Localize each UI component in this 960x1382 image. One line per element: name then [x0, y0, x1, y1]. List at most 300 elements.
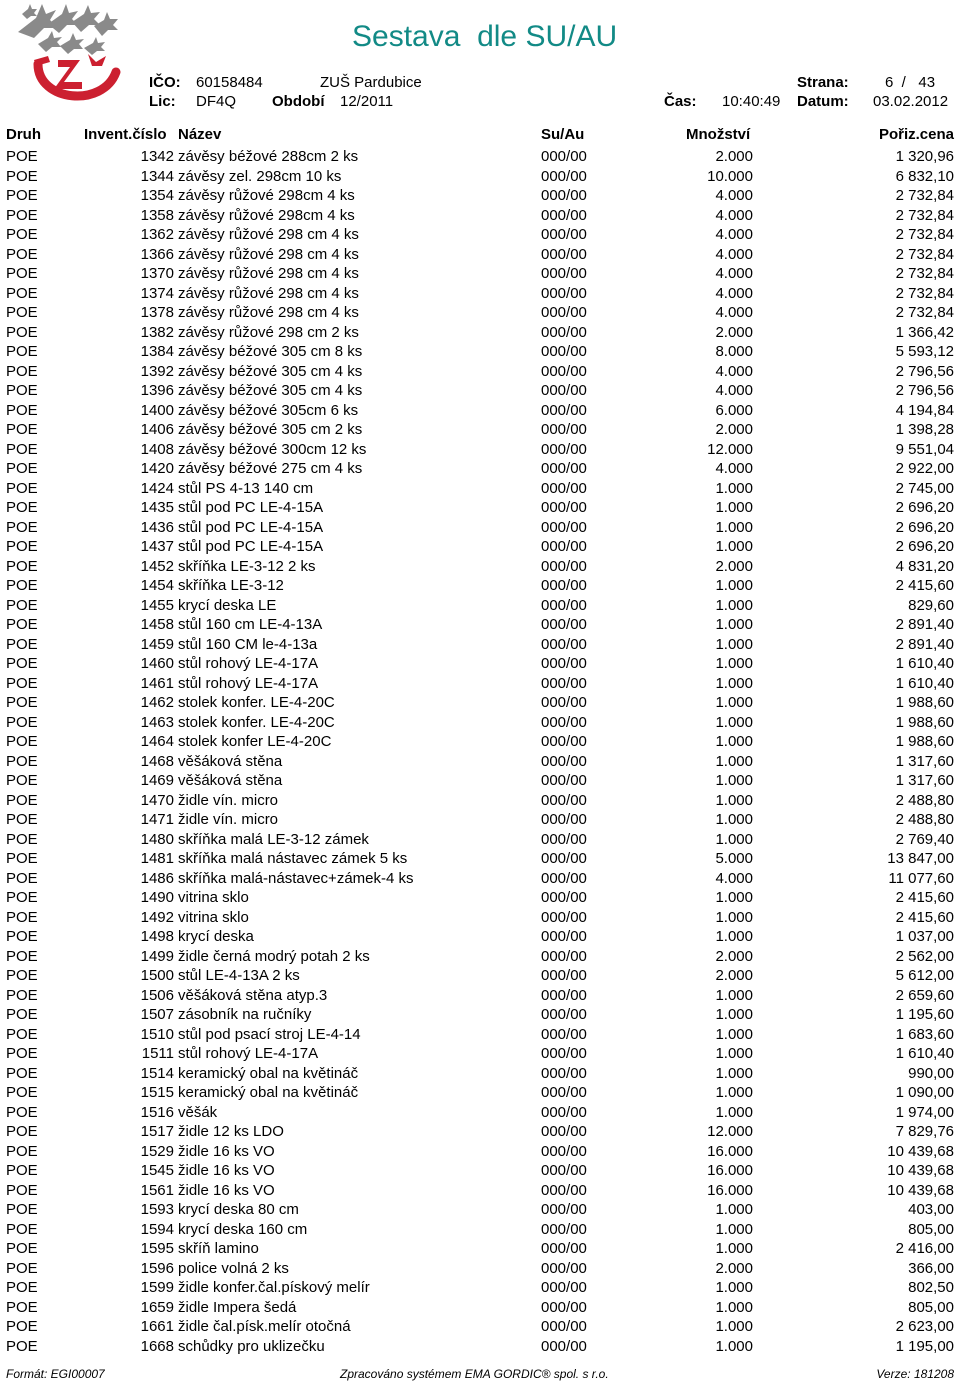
cell-nazev: závěsy růžové 298 cm 4 ks: [178, 304, 359, 321]
cell-poriz-cena: 2 732,84: [895, 187, 954, 204]
cell-mnozstvi: 4.000: [715, 362, 753, 380]
cell-mnozstvi: 1.000: [715, 674, 753, 692]
cell-poriz-cena: 2 732,84: [895, 206, 954, 224]
cell-nazev: závěsy růžové 298cm 4 ks: [178, 187, 355, 204]
col-su-au: Su/Au: [541, 126, 585, 143]
table-row: [0, 1064, 960, 1084]
lic-label: Lic:: [149, 93, 176, 110]
table-row: [0, 1103, 960, 1123]
cell-invent-cislo: 1514: [140, 1064, 174, 1082]
cell-mnozstvi: 1.000: [715, 635, 753, 653]
cell-invent-cislo: 1668: [140, 1337, 174, 1355]
cell-poriz-cena: 1 090,00: [895, 1084, 954, 1101]
cell-druh: POE: [6, 479, 38, 497]
cell-poriz-cena: 1 317,60: [895, 772, 954, 789]
cell-nazev: závěsy růžové 298 cm 4 ks: [178, 226, 359, 243]
cell-poriz-cena: 2 769,40: [895, 830, 954, 848]
cell-nazev: krycí deska 160 cm: [178, 1220, 308, 1238]
cell-druh: POE: [6, 713, 38, 731]
cell-druh: POE: [6, 928, 38, 945]
cell-invent-cislo: 1545: [140, 1162, 174, 1179]
cell-mnozstvi: 1.000: [715, 889, 753, 906]
cell-su-au: 000/00: [541, 772, 587, 789]
cell-druh: POE: [6, 635, 38, 653]
table-header: [0, 126, 960, 146]
cell-mnozstvi: 1.000: [715, 908, 753, 926]
cell-druh: POE: [6, 577, 38, 594]
cell-nazev: závěsy béžové 305 cm 4 ks: [178, 362, 363, 380]
cell-invent-cislo: 1486: [140, 869, 174, 887]
table-row: [0, 927, 960, 947]
cell-druh: POE: [6, 1337, 38, 1355]
cell-invent-cislo: 1408: [140, 440, 174, 458]
cell-poriz-cena: 1 988,60: [895, 694, 954, 711]
cell-druh: POE: [6, 1064, 38, 1082]
cell-mnozstvi: 4.000: [715, 265, 753, 282]
cell-invent-cislo: 1454: [140, 577, 174, 594]
cell-poriz-cena: 5 593,12: [895, 343, 954, 360]
cell-mnozstvi: 1.000: [715, 791, 753, 809]
table-row: [0, 1239, 960, 1259]
cell-poriz-cena: 1 988,60: [895, 733, 954, 750]
strana-value: 6 / 43: [885, 74, 936, 91]
col-invent-cislo: Invent.číslo: [84, 126, 167, 143]
cell-su-au: 000/00: [541, 499, 587, 516]
cell-poriz-cena: 2 659,60: [895, 986, 954, 1004]
cell-poriz-cena: 10 439,68: [887, 1162, 954, 1179]
cell-invent-cislo: 1461: [140, 674, 174, 692]
cell-poriz-cena: 1 195,00: [895, 1337, 954, 1355]
cell-su-au: 000/00: [541, 1084, 587, 1101]
cell-nazev: skříňka malá LE-3-12 zámek: [178, 830, 369, 848]
cell-druh: POE: [6, 343, 38, 360]
table-row: [0, 167, 960, 187]
cell-nazev: závěsy zel. 298cm 10 ks: [178, 167, 342, 185]
table-row: [0, 1278, 960, 1298]
cell-su-au: 000/00: [541, 1279, 587, 1296]
cell-invent-cislo: 1595: [140, 1240, 174, 1257]
col-mnozstvi: Množství: [686, 126, 751, 143]
cell-mnozstvi: 2.000: [715, 557, 753, 575]
cell-invent-cislo: 1464: [140, 733, 174, 750]
cell-invent-cislo: 1499: [140, 947, 174, 965]
cell-mnozstvi: 1.000: [715, 1045, 753, 1062]
cell-su-au: 000/00: [541, 1123, 587, 1140]
table-row: [0, 888, 960, 908]
cell-su-au: 000/00: [541, 538, 587, 555]
cell-druh: POE: [6, 460, 38, 477]
cell-mnozstvi: 4.000: [715, 869, 753, 887]
cell-poriz-cena: 2 891,40: [895, 635, 954, 653]
cell-su-au: 000/00: [541, 479, 587, 497]
cell-nazev: závěsy béžové 305 cm 4 ks: [178, 382, 363, 399]
lic-value: DF4Q: [196, 93, 237, 110]
cell-poriz-cena: 829,60: [908, 596, 954, 614]
cell-nazev: stůl rohový LE-4-17A: [178, 655, 319, 672]
cell-mnozstvi: 1.000: [715, 1201, 753, 1218]
cell-mnozstvi: 1.000: [715, 1084, 753, 1101]
cell-mnozstvi: 6.000: [715, 401, 753, 419]
cell-invent-cislo: 1599: [140, 1279, 174, 1296]
table-row: [0, 284, 960, 304]
cell-poriz-cena: 1 398,28: [895, 421, 954, 438]
cell-druh: POE: [6, 850, 38, 867]
cell-druh: POE: [6, 596, 38, 614]
cell-nazev: zásobník na ručníky: [178, 1006, 312, 1023]
cell-nazev: stůl rohový LE-4-17A: [178, 1045, 319, 1062]
cell-poriz-cena: 4 194,84: [895, 401, 954, 419]
cell-mnozstvi: 1.000: [715, 713, 753, 731]
cell-mnozstvi: 1.000: [715, 752, 753, 770]
table-row: [0, 147, 960, 167]
cell-druh: POE: [6, 791, 38, 809]
cell-nazev: vitrina sklo: [178, 908, 249, 926]
table-row: [0, 947, 960, 967]
cell-poriz-cena: 1 610,40: [895, 1045, 954, 1062]
table-row: [0, 654, 960, 674]
cell-nazev: krycí deska LE: [178, 596, 277, 614]
cell-druh: POE: [6, 1006, 38, 1023]
table-row: [0, 518, 960, 538]
cell-invent-cislo: 1469: [140, 772, 174, 789]
table-row: [0, 1025, 960, 1045]
cell-su-au: 000/00: [541, 421, 587, 438]
cell-mnozstvi: 1.000: [715, 1337, 753, 1355]
cell-su-au: 000/00: [541, 1162, 587, 1179]
cell-nazev: schůdky pro uklizečku: [178, 1337, 325, 1355]
cell-invent-cislo: 1374: [140, 284, 174, 302]
cell-su-au: 000/00: [541, 148, 587, 165]
cell-mnozstvi: 1.000: [715, 1240, 753, 1257]
table-row: [0, 1142, 960, 1162]
cell-nazev: závěsy béžové 305 cm 8 ks: [178, 343, 363, 360]
cell-mnozstvi: 1.000: [715, 518, 753, 536]
cell-druh: POE: [6, 1103, 38, 1121]
cell-invent-cislo: 1506: [140, 986, 174, 1004]
footer-format: Formát: EGI00007: [6, 1367, 105, 1381]
cell-su-au: 000/00: [541, 1240, 587, 1257]
table-row: [0, 1259, 960, 1279]
cell-nazev: závěsy béžové 300cm 12 ks: [178, 440, 367, 458]
cell-poriz-cena: 2 891,40: [895, 616, 954, 633]
cell-nazev: stůl rohový LE-4-17A: [178, 674, 319, 692]
cell-su-au: 000/00: [541, 908, 587, 926]
cell-druh: POE: [6, 694, 38, 711]
datum-value: 03.02.2012: [873, 93, 949, 110]
cell-poriz-cena: 2 732,84: [895, 245, 954, 263]
table-row: [0, 479, 960, 499]
cell-su-au: 000/00: [541, 616, 587, 633]
table-row: [0, 440, 960, 460]
cell-mnozstvi: 4.000: [715, 206, 753, 224]
table-row: [0, 1005, 960, 1025]
cell-nazev: stůl LE-4-13A 2 ks: [178, 967, 300, 984]
cell-druh: POE: [6, 1142, 38, 1160]
cell-poriz-cena: 1 974,00: [895, 1103, 954, 1121]
cell-druh: POE: [6, 304, 38, 321]
table-row: [0, 186, 960, 206]
cell-poriz-cena: 2 696,20: [895, 518, 954, 536]
cell-nazev: vitrina sklo: [178, 889, 249, 906]
cell-poriz-cena: 9 551,04: [895, 440, 954, 458]
cell-mnozstvi: 1.000: [715, 1298, 753, 1316]
cell-invent-cislo: 1384: [140, 343, 174, 360]
cell-invent-cislo: 1452: [140, 557, 174, 575]
cell-nazev: závěsy růžové 298 cm 4 ks: [178, 284, 359, 302]
table-row: [0, 1044, 960, 1064]
cell-poriz-cena: 2 415,60: [895, 908, 954, 926]
cell-nazev: skříňka malá-nástavec+zámek-4 ks: [178, 869, 414, 887]
cell-nazev: stolek konfer. LE-4-20C: [178, 694, 335, 711]
cell-mnozstvi: 1.000: [715, 479, 753, 497]
cell-su-au: 000/00: [541, 655, 587, 672]
table-row: [0, 635, 960, 655]
cell-mnozstvi: 12.000: [707, 1123, 753, 1140]
datum-label: Datum:: [797, 93, 849, 110]
cell-nazev: židle 16 ks VO: [178, 1181, 275, 1199]
cell-druh: POE: [6, 401, 38, 419]
cell-su-au: 000/00: [541, 206, 587, 224]
cell-druh: POE: [6, 245, 38, 263]
cell-nazev: židle čal.písk.melír otočná: [178, 1318, 351, 1335]
cell-su-au: 000/00: [541, 1103, 587, 1121]
cell-invent-cislo: 1517: [140, 1123, 174, 1140]
cell-invent-cislo: 1458: [140, 616, 174, 633]
cell-nazev: keramický obal na květináč: [178, 1084, 359, 1101]
cell-mnozstvi: 2.000: [715, 148, 753, 165]
cell-mnozstvi: 1.000: [715, 694, 753, 711]
cell-nazev: židle vín. micro: [178, 791, 279, 809]
table-row: [0, 966, 960, 986]
cell-invent-cislo: 1459: [140, 635, 174, 653]
cell-su-au: 000/00: [541, 382, 587, 399]
cell-su-au: 000/00: [541, 1201, 587, 1218]
cell-invent-cislo: 1358: [140, 206, 174, 224]
cell-su-au: 000/00: [541, 1337, 587, 1355]
cell-su-au: 000/00: [541, 245, 587, 263]
cell-mnozstvi: 1.000: [715, 1103, 753, 1121]
cell-invent-cislo: 1594: [140, 1220, 174, 1238]
cell-druh: POE: [6, 947, 38, 965]
cell-mnozstvi: 16.000: [707, 1181, 753, 1199]
cell-su-au: 000/00: [541, 811, 587, 828]
cell-invent-cislo: 1366: [140, 245, 174, 263]
table-row: [0, 1122, 960, 1142]
cell-druh: POE: [6, 1279, 38, 1296]
cell-su-au: 000/00: [541, 869, 587, 887]
cell-druh: POE: [6, 655, 38, 672]
cell-poriz-cena: 802,50: [908, 1279, 954, 1296]
cell-su-au: 000/00: [541, 440, 587, 458]
cell-mnozstvi: 1.000: [715, 499, 753, 516]
cell-mnozstvi: 1.000: [715, 830, 753, 848]
cell-nazev: židle vín. micro: [178, 811, 279, 828]
cell-mnozstvi: 1.000: [715, 1220, 753, 1238]
cell-druh: POE: [6, 440, 38, 458]
cell-poriz-cena: 2 488,80: [895, 791, 954, 809]
cell-nazev: věšáková stěna: [178, 772, 283, 789]
cell-su-au: 000/00: [541, 518, 587, 536]
cell-nazev: skříňka LE-3-12 2 ks: [178, 557, 316, 575]
cell-su-au: 000/00: [541, 226, 587, 243]
cell-su-au: 000/00: [541, 752, 587, 770]
table-row: [0, 323, 960, 343]
cell-poriz-cena: 1 366,42: [895, 323, 954, 341]
table-row: [0, 557, 960, 577]
cell-poriz-cena: 2 922,00: [895, 460, 954, 477]
cell-invent-cislo: 1354: [140, 187, 174, 204]
cell-poriz-cena: 2 562,00: [895, 947, 954, 965]
cell-poriz-cena: 805,00: [908, 1298, 954, 1316]
cell-poriz-cena: 2 415,60: [895, 889, 954, 906]
cell-druh: POE: [6, 1259, 38, 1277]
cell-mnozstvi: 2.000: [715, 967, 753, 984]
cell-druh: POE: [6, 1045, 38, 1062]
cell-su-au: 000/00: [541, 304, 587, 321]
cell-druh: POE: [6, 674, 38, 692]
cell-mnozstvi: 2.000: [715, 1259, 753, 1277]
cell-mnozstvi: 1.000: [715, 811, 753, 828]
cell-invent-cislo: 1468: [140, 752, 174, 770]
cell-druh: POE: [6, 421, 38, 438]
cell-mnozstvi: 4.000: [715, 304, 753, 321]
cell-invent-cislo: 1362: [140, 226, 174, 243]
cell-nazev: věšáková stěna: [178, 752, 283, 770]
cell-druh: POE: [6, 733, 38, 750]
cell-mnozstvi: 1.000: [715, 733, 753, 750]
cell-invent-cislo: 1490: [140, 889, 174, 906]
cell-invent-cislo: 1435: [140, 499, 174, 516]
cell-mnozstvi: 1.000: [715, 1006, 753, 1023]
cell-mnozstvi: 4.000: [715, 382, 753, 399]
cell-mnozstvi: 5.000: [715, 850, 753, 867]
table-row: [0, 537, 960, 557]
cell-mnozstvi: 1.000: [715, 1025, 753, 1043]
table-row: [0, 1298, 960, 1318]
table-row: [0, 1083, 960, 1103]
cell-invent-cislo: 1424: [140, 479, 174, 497]
cell-druh: POE: [6, 148, 38, 165]
cell-su-au: 000/00: [541, 850, 587, 867]
cell-poriz-cena: 1 037,00: [895, 928, 954, 945]
cell-nazev: stůl pod PC LE-4-15A: [178, 538, 324, 555]
cell-invent-cislo: 1406: [140, 421, 174, 438]
table-row: [0, 1181, 960, 1201]
cell-nazev: židle konfer.čal.pískový melír: [178, 1279, 370, 1296]
cell-invent-cislo: 1344: [140, 167, 174, 185]
cell-mnozstvi: 4.000: [715, 284, 753, 302]
table-row: [0, 225, 960, 245]
cell-su-au: 000/00: [541, 596, 587, 614]
cell-invent-cislo: 1382: [140, 323, 174, 341]
cell-nazev: krycí deska 80 cm: [178, 1201, 299, 1218]
cell-su-au: 000/00: [541, 557, 587, 575]
cell-poriz-cena: 2 623,00: [895, 1318, 954, 1335]
cell-nazev: závěsy béžové 305 cm 2 ks: [178, 421, 363, 438]
cell-invent-cislo: 1470: [140, 791, 174, 809]
cell-druh: POE: [6, 1025, 38, 1043]
cell-su-au: 000/00: [541, 1006, 587, 1023]
cell-druh: POE: [6, 323, 38, 341]
cell-mnozstvi: 16.000: [707, 1142, 753, 1160]
footer-system: Zpracováno systémem EMA GORDIC® spol. s r.o.: [340, 1367, 609, 1381]
cell-invent-cislo: 1593: [140, 1201, 174, 1218]
col-druh: Druh: [6, 126, 41, 143]
table-row: [0, 576, 960, 596]
cell-mnozstvi: 16.000: [707, 1162, 753, 1179]
cell-nazev: stůl 160 CM le-4-13a: [178, 635, 318, 653]
cell-druh: POE: [6, 967, 38, 984]
cell-invent-cislo: 1463: [140, 713, 174, 731]
cell-poriz-cena: 7 829,76: [895, 1123, 954, 1140]
cell-nazev: skříň lamino: [178, 1240, 259, 1257]
cell-su-au: 000/00: [541, 401, 587, 419]
cell-mnozstvi: 1.000: [715, 1064, 753, 1082]
cell-su-au: 000/00: [541, 1064, 587, 1082]
cell-nazev: stůl pod PC LE-4-15A: [178, 518, 324, 536]
cell-su-au: 000/00: [541, 1181, 587, 1199]
cell-nazev: závěsy růžové 298 cm 4 ks: [178, 265, 359, 282]
cell-su-au: 000/00: [541, 947, 587, 965]
cell-invent-cislo: 1378: [140, 304, 174, 321]
cell-su-au: 000/00: [541, 1259, 587, 1277]
table-row: [0, 362, 960, 382]
cell-druh: POE: [6, 206, 38, 224]
cell-poriz-cena: 2 745,00: [895, 479, 954, 497]
cell-su-au: 000/00: [541, 167, 587, 185]
cell-su-au: 000/00: [541, 791, 587, 809]
cell-nazev: závěsy béžové 305cm 6 ks: [178, 401, 359, 419]
cell-invent-cislo: 1437: [140, 538, 174, 555]
table-row: [0, 342, 960, 362]
cell-druh: POE: [6, 1084, 38, 1101]
cell-nazev: židle 16 ks VO: [178, 1162, 275, 1179]
cell-druh: POE: [6, 1298, 38, 1316]
cell-su-au: 000/00: [541, 986, 587, 1004]
cell-nazev: věšáková stěna atyp.3: [178, 986, 328, 1004]
organization-name: ZUŠ Pardubice: [320, 74, 422, 91]
cell-poriz-cena: 2 488,80: [895, 811, 954, 828]
cell-mnozstvi: 1.000: [715, 577, 753, 594]
cell-nazev: stůl pod PC LE-4-15A: [178, 499, 324, 516]
asset-table: [0, 147, 960, 1356]
cell-poriz-cena: 10 439,68: [887, 1142, 954, 1160]
cell-druh: POE: [6, 1162, 38, 1179]
cell-druh: POE: [6, 889, 38, 906]
cell-poriz-cena: 11 077,60: [888, 869, 954, 887]
cell-invent-cislo: 1561: [140, 1181, 174, 1199]
cell-invent-cislo: 1515: [140, 1084, 174, 1101]
table-row: [0, 401, 960, 421]
cell-su-au: 000/00: [541, 967, 587, 984]
table-row: [0, 1317, 960, 1337]
cell-poriz-cena: 2 732,84: [895, 304, 954, 321]
cell-invent-cislo: 1400: [140, 401, 174, 419]
cell-nazev: židle 12 ks LDO: [178, 1123, 284, 1140]
cell-su-au: 000/00: [541, 323, 587, 341]
cell-poriz-cena: 2 732,84: [895, 265, 954, 282]
ico-label: IČO:: [149, 74, 181, 91]
cell-nazev: keramický obal na květináč: [178, 1064, 359, 1082]
cell-mnozstvi: 8.000: [715, 343, 753, 360]
cell-poriz-cena: 2 732,84: [895, 226, 954, 243]
table-row: [0, 245, 960, 265]
cell-poriz-cena: 5 612,00: [895, 967, 954, 984]
cell-druh: POE: [6, 616, 38, 633]
cell-mnozstvi: 1.000: [715, 986, 753, 1004]
cell-invent-cislo: 1342: [140, 148, 174, 165]
cell-su-au: 000/00: [541, 284, 587, 302]
